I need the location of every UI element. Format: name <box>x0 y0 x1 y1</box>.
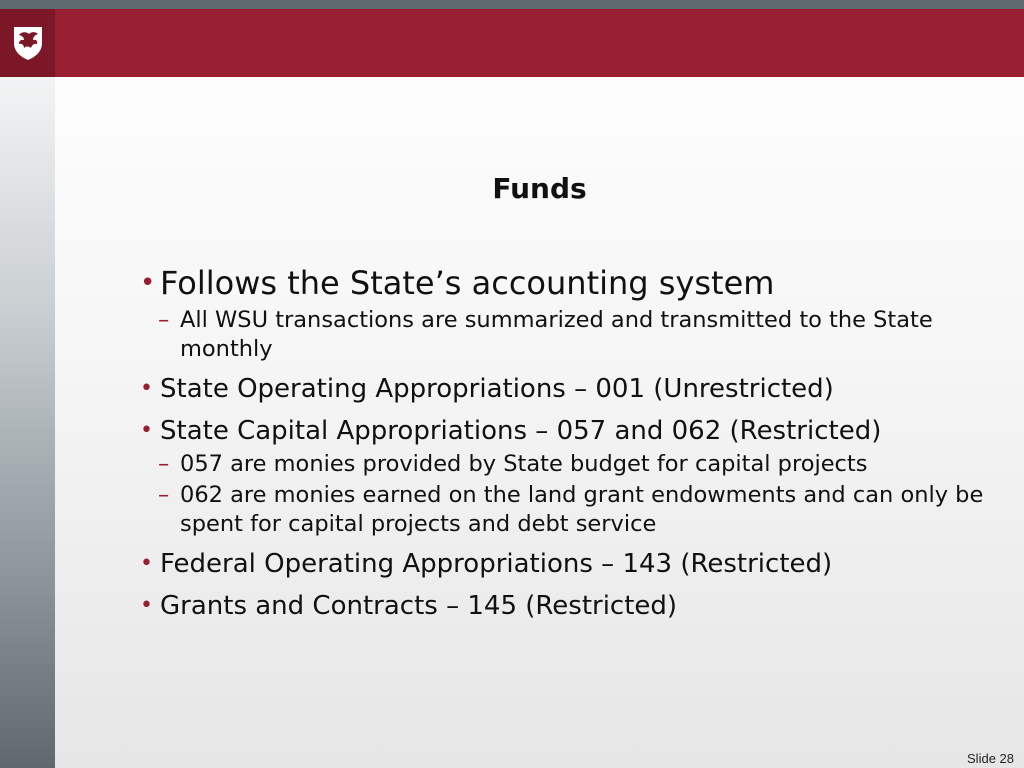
bullet-text: Follows the State’s accounting system <box>160 264 775 302</box>
bullet-dot-icon: • <box>140 418 153 443</box>
header-bar <box>55 9 1024 77</box>
bullet-text: Federal Operating Appropriations – 143 (Restricted) <box>160 549 833 579</box>
bullet-dot-icon: • <box>140 268 156 298</box>
sub-bullet-item <box>140 450 1000 479</box>
sub-bullet-text: 057 are monies provided by State budget for capital projects <box>180 451 868 477</box>
bullet-item <box>140 372 1000 406</box>
bullet-text: State Capital Appropriations – 057 and 062 (Restricted) <box>160 416 882 446</box>
dash-icon: – <box>158 482 170 508</box>
bullet-item <box>140 262 1000 304</box>
top-strip <box>0 0 1024 9</box>
dash-icon: – <box>158 451 170 477</box>
sub-bullet-text: 062 are monies earned on the land grant endowments and can only be spent for capital projects and debt service <box>180 482 984 537</box>
bullet-dot-icon: • <box>140 593 153 618</box>
bullet-item <box>140 589 1000 623</box>
bullet-dot-icon: • <box>140 551 153 576</box>
page-title: Funds <box>492 172 587 205</box>
bullet-item <box>140 547 1000 581</box>
logo <box>0 9 55 77</box>
bullet-text: Grants and Contracts – 145 (Restricted) <box>160 591 678 621</box>
sub-bullet-item <box>140 481 1000 539</box>
sub-bullet-text: All WSU transactions are summarized and transmitted to the State monthly <box>180 307 933 362</box>
bullet-dot-icon: • <box>140 376 153 401</box>
sub-bullet-item <box>140 306 1000 364</box>
wsu-cougar-shield-icon <box>12 25 44 61</box>
dash-icon: – <box>158 307 170 333</box>
bullet-text: State Operating Appropriations – 001 (Unrestricted) <box>160 374 834 404</box>
bullet-item <box>140 414 1000 448</box>
bullet-list <box>140 262 1000 623</box>
left-gradient-bar <box>0 9 55 768</box>
slide-number: Slide 28 <box>967 751 1014 766</box>
